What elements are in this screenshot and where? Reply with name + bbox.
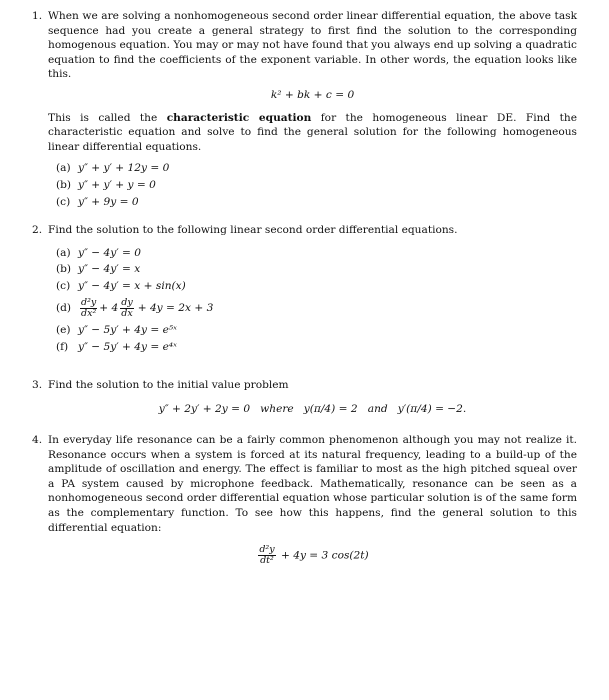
problem-1-description: This is called the characteristic equation for the homogeneous linear DE. Find the characteristic equation and solve to find the general solution for the following homogeneous linear differential equations.: [48, 111, 577, 153]
problem-2-number: 2.: [32, 224, 43, 236]
problem-2-text: Find the solution to the following linear second order differential equations.: [48, 224, 458, 236]
problem-1: [32, 9, 577, 211]
list-item: (b) y″ + y′ + y = 0: [56, 178, 156, 191]
list-item: (d) $\frac{\text{d²y}}{\text{dx²}}$ + 4 $\frac{dy}{dx}$ + 4y = 2x + 3: [56, 296, 214, 319]
problem-1-number: 1.: [32, 10, 43, 22]
list-item: (b) y″ − 4y′ = x: [56, 263, 141, 276]
list-item: (a) y″ + y′ + 12y = 0: [56, 162, 170, 175]
problem-3-text: Find the solution to the initial value problem: [48, 379, 289, 391]
list-item: (e) y″ − 5y′ + 4y = e⁵ˣ: [56, 324, 177, 337]
characteristic-equation-term: characteristic equation: [166, 111, 312, 124]
resonance-equation: $\frac{\text{d²y}}{\text{dt²}}$ + 4y = 3 cos(2t): [259, 544, 369, 567]
problem-3-number: 3.: [32, 379, 43, 391]
characteristic-equation: k² + bk + c = 0: [270, 88, 355, 101]
problem-1-items: [56, 161, 577, 209]
list-item: (a) y″ − 4y′ = 0: [56, 246, 142, 259]
initial-value-equation: y″ + 2y′ + 2y = 0 where y(π/4) = 2 and y′(π/4) = −2.: [158, 402, 467, 415]
problem-2-items: [56, 246, 577, 355]
problem-2: [32, 223, 577, 357]
list-item: (c) y″ + 9y = 0: [56, 195, 139, 208]
list-item: (f) y″ − 5y′ + 4y = e⁴ˣ: [56, 340, 177, 353]
fraction: $\frac{\text{d²y}}{\text{dx²}}$: [81, 296, 97, 319]
list-item: (c) y″ − 4y′ = x + sin(x): [56, 279, 186, 292]
problem-4: [32, 433, 577, 566]
problem-1-intro: When we are solving a nonhomogeneous second order linear differential equation, the above task sequence had you create a general strategy to first find the solution to the corresponding homogenous equation. You may or may not have found that you always end up solving a quadratic equation to find the coefficients of the exponent variable. In other words, the equation looks like this.: [48, 10, 577, 81]
problem-4-text: In everyday life resonance can be a fairly common phenomenon although you may not realize it. Resonance occurs when a system is forced at its natural frequency, leading to a build-up of the amplitude of oscillation and energy. The effect is familiar to most as the high pitched squeal over a PA system caused by microphone feedback. Mathematically, resonance can be seen as a nonhomogeneous second order differential equation whose particular solution is of the same form as the complementary function. To see how this happens, find the general solution to this differential equation:: [48, 434, 577, 534]
fraction: $\frac{\text{d²y}}{\text{dt²}}$: [259, 544, 275, 567]
fraction: $\frac{dy}{dx}$: [121, 296, 133, 319]
problem-3: [32, 378, 577, 422]
problem-4-number: 4.: [32, 434, 43, 446]
